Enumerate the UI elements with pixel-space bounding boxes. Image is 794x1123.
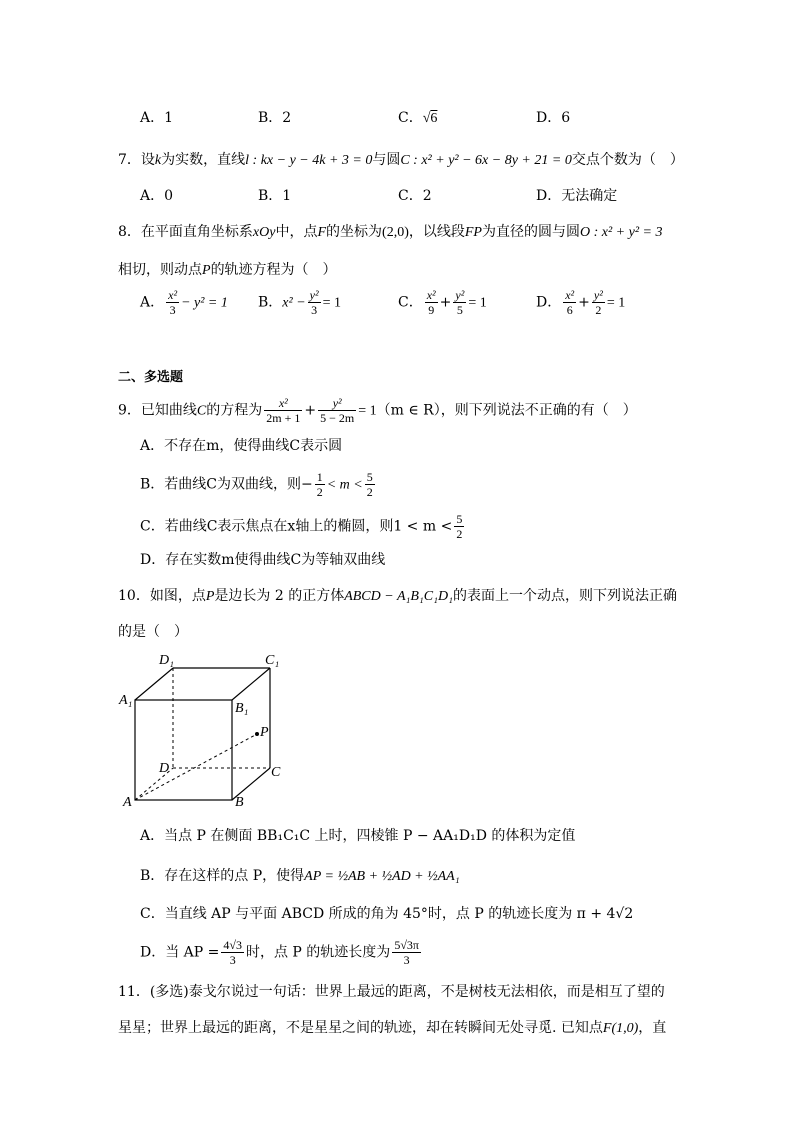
- q8-option-d: D． $\frac{\text{x²}}{6}$ + $\frac{\text{y²}}{2}$ = 1: [536, 288, 626, 317]
- q11-line1: 11．(多选)泰戈尔说过一句话：世界上最远的距离，不是树枝无法相依，而是相互了望的: [118, 984, 665, 1000]
- front-face: [135, 700, 232, 800]
- q7-option-b: B．1: [258, 188, 292, 204]
- q8-stem-line1: 8．在平面直角坐标系xOy中，点F的坐标为(2,0)，以线段FP为直径的圆与圆O : x² + y² = 3: [118, 224, 663, 240]
- q10-option-d: D．当 AP = $\frac{4√3}{3}$ 时，点 P 的轨迹长度为 $\frac{5√3\pi}{3}$: [140, 938, 419, 967]
- q10-option-a: A．当点 P 在侧面 BB₁C₁C 上时，四棱锥 P − AA₁D₁D 的体积为定值: [140, 828, 576, 844]
- point-p-dot: [255, 732, 259, 736]
- q6-option-c: C．√6: [398, 110, 438, 126]
- q8-option-c: C． $\frac{\text{x²}}{9}$ + $\frac{\text{y²}}{5}$ = 1: [398, 288, 487, 317]
- q7-option-d: D．无法确定: [536, 188, 618, 204]
- q9-option-d: D．存在实数m使得曲线C为等轴双曲线: [140, 552, 386, 568]
- label-a1: A₁: [119, 693, 133, 708]
- q6-option-d: D．6: [536, 110, 571, 126]
- label-c1: C₁: [265, 653, 280, 668]
- q6-option-b: B．2: [258, 110, 292, 126]
- q10-option-c: C．当直线 AP 与平面 ABCD 所成的角为 45°时，点 P 的轨迹长度为 π + 4√2: [140, 906, 634, 922]
- section-heading: 二、多选题: [118, 370, 184, 385]
- q9-stem: 9．已知曲线C的方程为 $\frac{\text{x²}}{2m + 1}$ + $\frac{\text{y²}}{5 - 2m}$ = 1（m ∈ R），则下列说法不正确的有（ ）: [118, 396, 637, 425]
- q10-option-b: B．存在这样的点 P，使得AP = ½AB + ½AD + ½AA₁: [140, 868, 460, 884]
- segment-a-p: [135, 734, 257, 800]
- cube-figure: [115, 648, 305, 810]
- q7-stem: 7．设k为实数，直线l : kx − y − 4k + 3 = 0与圆C : x² + y² − 6x − 8y + 21 = 0交点个数为（ ）: [118, 152, 684, 168]
- q8-option-a: A． $\frac{\text{x²}}{3}$ − y² = 1: [140, 288, 228, 317]
- q9-option-c: C．若曲线C表示焦点在x轴上的椭圆，则1 < m < $\frac{5}{2}$: [140, 512, 463, 541]
- label-a: A: [123, 795, 132, 810]
- label-c: C: [271, 765, 281, 780]
- q8-option-b: B．x² − $\frac{\text{y²}}{3}$ = 1: [258, 288, 341, 317]
- label-b: B: [235, 795, 244, 810]
- label-d: D: [159, 761, 170, 776]
- q7-option-c: C．2: [398, 188, 432, 204]
- q9-option-a: A．不存在m，使得曲线C表示圆: [140, 438, 343, 454]
- q6-option-a: A．1: [140, 110, 174, 126]
- q10-stem-line1: 10．如图，点P是边长为 2 的正方体ABCD − A₁B₁C₁D₁的表面上一个动点，则下列说法正确: [118, 588, 677, 604]
- label-p: P: [260, 725, 269, 740]
- q10-stem-line2: 的是（ ）: [118, 624, 188, 640]
- edge-a1-d1: [135, 668, 173, 700]
- q9-option-b: B．若曲线C为双曲线，则− $\frac{1}{2}$ < m < $\frac{5}{2}$: [140, 470, 373, 499]
- edge-b1-c1: [232, 668, 270, 700]
- q7-option-a: A．0: [140, 188, 174, 204]
- q11-line2: 星星；世界上最远的距离，不是星星之间的轨迹，却在转瞬间无处寻觅. 已知点F(1,0)，直: [118, 1020, 667, 1036]
- q8-stem-line2: 相切，则动点P的轨迹方程为（ ）: [118, 262, 337, 278]
- label-b1: B₁: [235, 701, 249, 716]
- label-d1: D₁: [159, 653, 174, 668]
